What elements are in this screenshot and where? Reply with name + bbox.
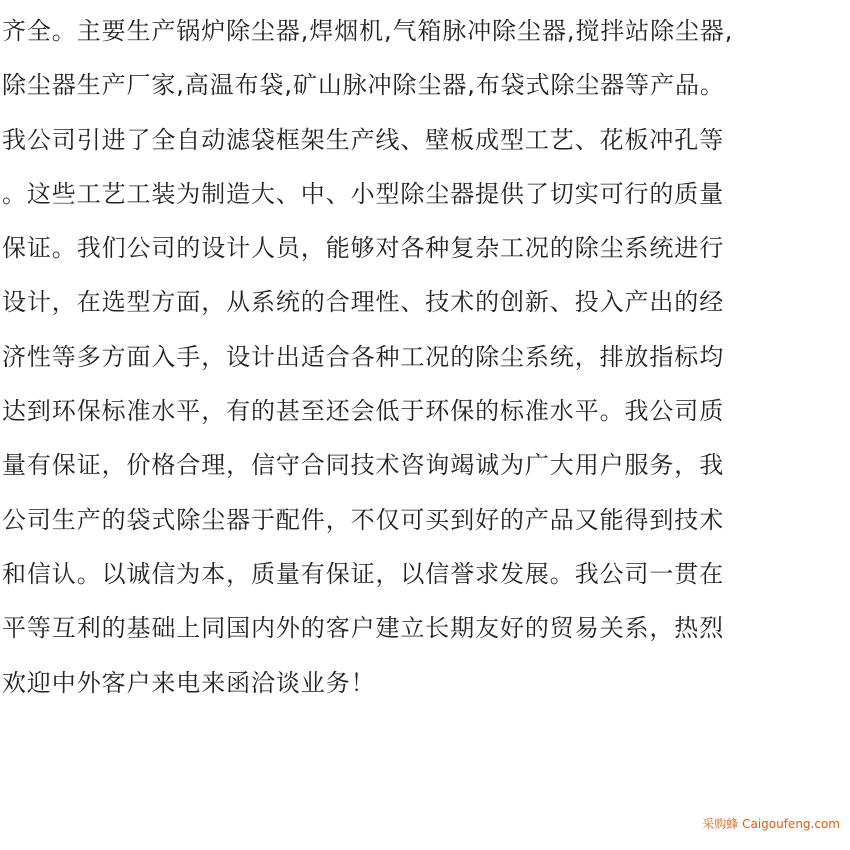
company-description: [2, 4, 840, 710]
text-line-8: 达到环保标准水平，有的甚至还会低于环保的标准水平。我公司质: [2, 397, 725, 426]
text-line-5: 保证。我们公司的设计人员，能够对各种复杂工况的除尘系统进行: [2, 234, 725, 263]
text-line-2: 除尘器生产厂家,高温布袋,矿山脉冲除尘器,布袋式除尘器等产品。: [2, 71, 725, 100]
text-line-6: 设计，在选型方面，从系统的合理性、技术的创新、投入产出的经: [2, 288, 725, 317]
text-line-7: 济性等多方面入手，设计出适合各种工况的除尘系统，排放指标均: [2, 342, 725, 371]
text-line-13: 欢迎中外客户来电来函洽谈业务！: [2, 668, 376, 697]
text-line-4: 。这些工艺工装为制造大、中、小型除尘器提供了切实可行的质量: [2, 179, 725, 208]
text-line-1: 齐全。主要生产锅炉除尘器,焊烟机,气箱脉冲除尘器,搅拌站除尘器,: [2, 17, 734, 45]
text-line-3: 我公司引进了全自动滤袋框架生产线、壁板成型工艺、花板冲孔等: [2, 125, 725, 154]
text-line-9: 量有保证，价格合理，信守合同技术咨询竭诚为广大用户服务，我: [2, 451, 725, 480]
text-line-11: 和信认。以诚信为本，质量有保证，以信誉求发展。我公司一贯在: [2, 559, 725, 588]
site-watermark: 采购蜂 Caigoufeng.com: [702, 817, 840, 831]
text-line-12: 平等互利的基础上同国内外的客户建立长期友好的贸易关系，热烈: [2, 614, 725, 643]
text-line-10: 公司生产的袋式除尘器于配件，不仅可买到好的产品又能得到技术: [2, 505, 725, 534]
